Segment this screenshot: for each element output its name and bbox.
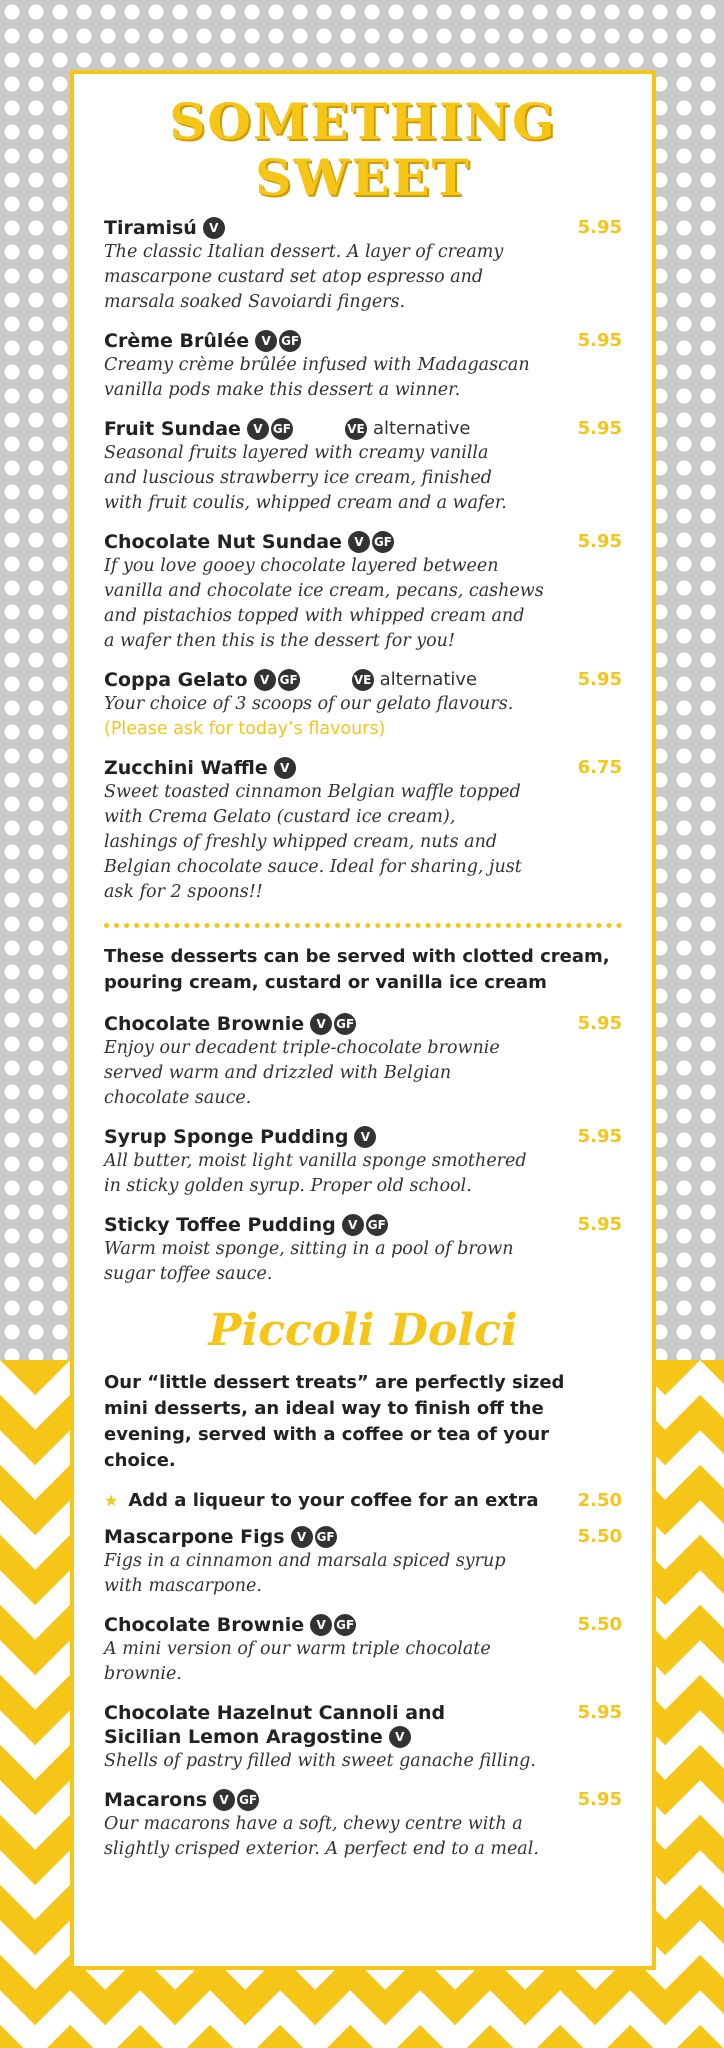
menu-item-price: 5.95 — [577, 531, 622, 552]
gf-badge-icon: GF — [271, 418, 293, 440]
v-badge-icon: V — [254, 669, 276, 691]
menu-item-description: Warm moist sponge, sitting in a pool of brown sugar toffee sauce. — [104, 1239, 514, 1284]
menu-item-price: 5.95 — [577, 217, 622, 238]
menu-item-header — [104, 1613, 622, 1637]
menu-item-description: Our macarons have a soft, chewy centre with a slightly crisped exterior. A perfect end to a meal. — [104, 1814, 539, 1859]
star-icon: ★ — [104, 1491, 119, 1510]
v-badge-icon: V — [310, 1013, 332, 1035]
v-badge-icon: V — [255, 330, 277, 352]
dietary-badges — [354, 1126, 378, 1148]
menu-item — [104, 756, 622, 905]
menu-item-price: 5.95 — [577, 1013, 622, 1034]
menu-item — [104, 1012, 622, 1111]
menu-item-name: Crème Brûlée — [104, 330, 250, 352]
dietary-badges — [348, 531, 396, 553]
v-badge-icon: V — [348, 531, 370, 553]
v-badge-icon: V — [342, 1214, 364, 1236]
ve-badge-icon: VE — [345, 418, 367, 440]
v-badge-icon: V — [203, 217, 225, 239]
dietary-badges — [310, 1614, 358, 1636]
menu-item-name: Zucchini Waffle — [104, 757, 268, 779]
v-badge-icon: V — [354, 1126, 376, 1148]
title-line-1: SOMETHING — [169, 92, 557, 151]
dietary-badges — [213, 1789, 261, 1811]
menu-item-name: Tiramisú — [104, 217, 197, 239]
pudding-list — [104, 1012, 622, 1287]
menu-item — [104, 1701, 622, 1774]
menu-item-header — [104, 329, 622, 353]
menu-item — [104, 1213, 622, 1287]
menu-item — [104, 668, 622, 742]
menu-item-name: Sticky Toffee Pudding — [104, 1214, 336, 1236]
piccoli-intro: Our “little dessert treats” are perfectly sized mini desserts, an ideal way to finish off the evening, served with a coffee or tea of your choice. — [104, 1372, 565, 1471]
menu-item-description: The classic Italian dessert. A layer of creamy mascarpone custard set atop espresso and marsala soaked Savoiardi fingers. — [104, 242, 504, 312]
v-badge-icon: V — [291, 1526, 313, 1548]
dietary-badges — [247, 418, 295, 440]
menu-item-name: Mascarpone Figs — [104, 1526, 285, 1548]
menu-item-header — [104, 668, 622, 692]
menu-item-price: 5.95 — [577, 1789, 622, 1810]
v-badge-icon: V — [213, 1789, 235, 1811]
menu-item-header — [104, 1788, 622, 1812]
menu-item-name: Chocolate Hazelnut Cannoli and Sicilian Lemon Aragostine V — [104, 1702, 446, 1748]
menu-item-price: 5.95 — [577, 1214, 622, 1235]
menu-item-description: Sweet toasted cinnamon Belgian waffle topped with Crema Gelato (custard ice cream), lashings of freshly whipped cream, nuts and Belgian chocolate sauce. Ideal for sharing, just ask for 2 spoons!! — [104, 782, 522, 902]
menu-item — [104, 216, 622, 315]
gf-badge-icon: GF — [334, 1013, 356, 1035]
dotted-divider — [104, 923, 622, 928]
menu-item-description: All butter, moist light vanilla sponge smothered in sticky golden syrup. Proper old school. — [104, 1151, 527, 1196]
dietary-badges — [310, 1013, 358, 1035]
menu-item-description: Enjoy our decadent triple-chocolate brownie served warm and drizzled with Belgian chocolate sauce. — [104, 1038, 500, 1108]
menu-item-price: 5.95 — [577, 669, 622, 690]
menu-item-header — [104, 1125, 622, 1149]
vegan-alternative: VE alternative — [345, 417, 470, 441]
piccoli-list — [104, 1525, 622, 1862]
menu-item-name: Coppa Gelato — [104, 669, 248, 691]
piccoli-title: Piccoli Dolci — [208, 1305, 518, 1356]
liqueur-offer: ★ Add a liqueur to your coffee for an extra 2.50 — [104, 1490, 622, 1511]
menu-item — [104, 530, 622, 654]
menu-item — [104, 1525, 622, 1599]
menu-item-price: 5.95 — [577, 418, 622, 439]
gf-badge-icon: GF — [366, 1214, 388, 1236]
menu-item-price: 5.95 — [577, 1702, 622, 1723]
menu-item-description: Seasonal fruits layered with creamy vanilla and luscious strawberry ice cream, finished with fruit coulis, whipped cream and a wafer. — [104, 443, 507, 513]
menu-item — [104, 1125, 622, 1199]
menu-card — [70, 70, 656, 1970]
menu-item-name: Syrup Sponge Pudding — [104, 1126, 349, 1148]
gf-badge-icon: GF — [279, 330, 301, 352]
v-badge-icon: V — [274, 757, 296, 779]
vegan-alternative: VE alternative — [352, 668, 477, 692]
gf-badge-icon: GF — [237, 1789, 259, 1811]
menu-item-price: 5.95 — [577, 1126, 622, 1147]
menu-item-name: Chocolate Nut Sundae — [104, 531, 342, 553]
gf-badge-icon: GF — [334, 1614, 356, 1636]
menu-item-description: Shells of pastry filled with sweet ganache filling. — [104, 1751, 536, 1771]
menu-item-description: A mini version of our warm triple chocolate brownie. — [104, 1639, 491, 1684]
menu-item-header — [104, 530, 622, 554]
menu-item-name: Chocolate Brownie — [104, 1013, 305, 1035]
menu-item-name: Chocolate Brownie — [104, 1614, 305, 1636]
menu-item-header — [104, 756, 622, 780]
menu-item — [104, 1788, 622, 1862]
dessert-list — [104, 216, 622, 905]
menu-item-header — [104, 1012, 622, 1036]
page-title — [104, 94, 622, 206]
title-line-2: SWEET — [255, 148, 471, 207]
menu-item-header — [104, 1525, 622, 1549]
menu-item-price: 5.50 — [577, 1526, 622, 1547]
v-badge-icon: V — [389, 1726, 411, 1748]
menu-item — [104, 417, 622, 516]
liqueur-price: 2.50 — [577, 1490, 622, 1511]
dietary-badges — [291, 1526, 339, 1548]
menu-item-header — [104, 1213, 622, 1237]
menu-item-header — [104, 1701, 622, 1749]
menu-item-name: Fruit Sundae — [104, 418, 241, 440]
gf-badge-icon: GF — [315, 1526, 337, 1548]
menu-item-note: (Please ask for today’s flavours) — [104, 719, 386, 739]
dietary-badges — [203, 217, 227, 239]
v-badge-icon: V — [310, 1614, 332, 1636]
dietary-badges — [389, 1726, 413, 1748]
dietary-badges — [254, 669, 302, 691]
menu-item-header — [104, 216, 622, 240]
dietary-badges — [255, 330, 303, 352]
ve-badge-icon: VE — [352, 669, 374, 691]
gf-badge-icon: GF — [278, 669, 300, 691]
menu-item-description: If you love gooey chocolate layered between vanilla and chocolate ice cream, pecans, cashews and pistachios topped with whipped cream and a wafer then this is the dessert for you! — [104, 556, 544, 651]
menu-item-description: Creamy crème brûlée infused with Madagascan vanilla pods make this dessert a winner. — [104, 355, 530, 400]
dietary-badges — [274, 757, 298, 779]
menu-item-name: Macarons — [104, 1789, 208, 1811]
dietary-badges — [342, 1214, 390, 1236]
menu-item-description: Your choice of 3 scoops of our gelato flavours. — [104, 694, 514, 714]
menu-item — [104, 1613, 622, 1687]
served-with-note: These desserts can be served with clotted cream, pouring cream, custard or vanilla ice cream — [104, 946, 610, 993]
menu-item-price: 5.50 — [577, 1614, 622, 1635]
menu-item-description: Figs in a cinnamon and marsala spiced syrup with mascarpone. — [104, 1551, 506, 1596]
gf-badge-icon: GF — [372, 531, 394, 553]
menu-item — [104, 329, 622, 403]
menu-item-price: 6.75 — [577, 757, 622, 778]
menu-item-header — [104, 417, 622, 441]
menu-item-price: 5.95 — [577, 330, 622, 351]
v-badge-icon: V — [247, 418, 269, 440]
